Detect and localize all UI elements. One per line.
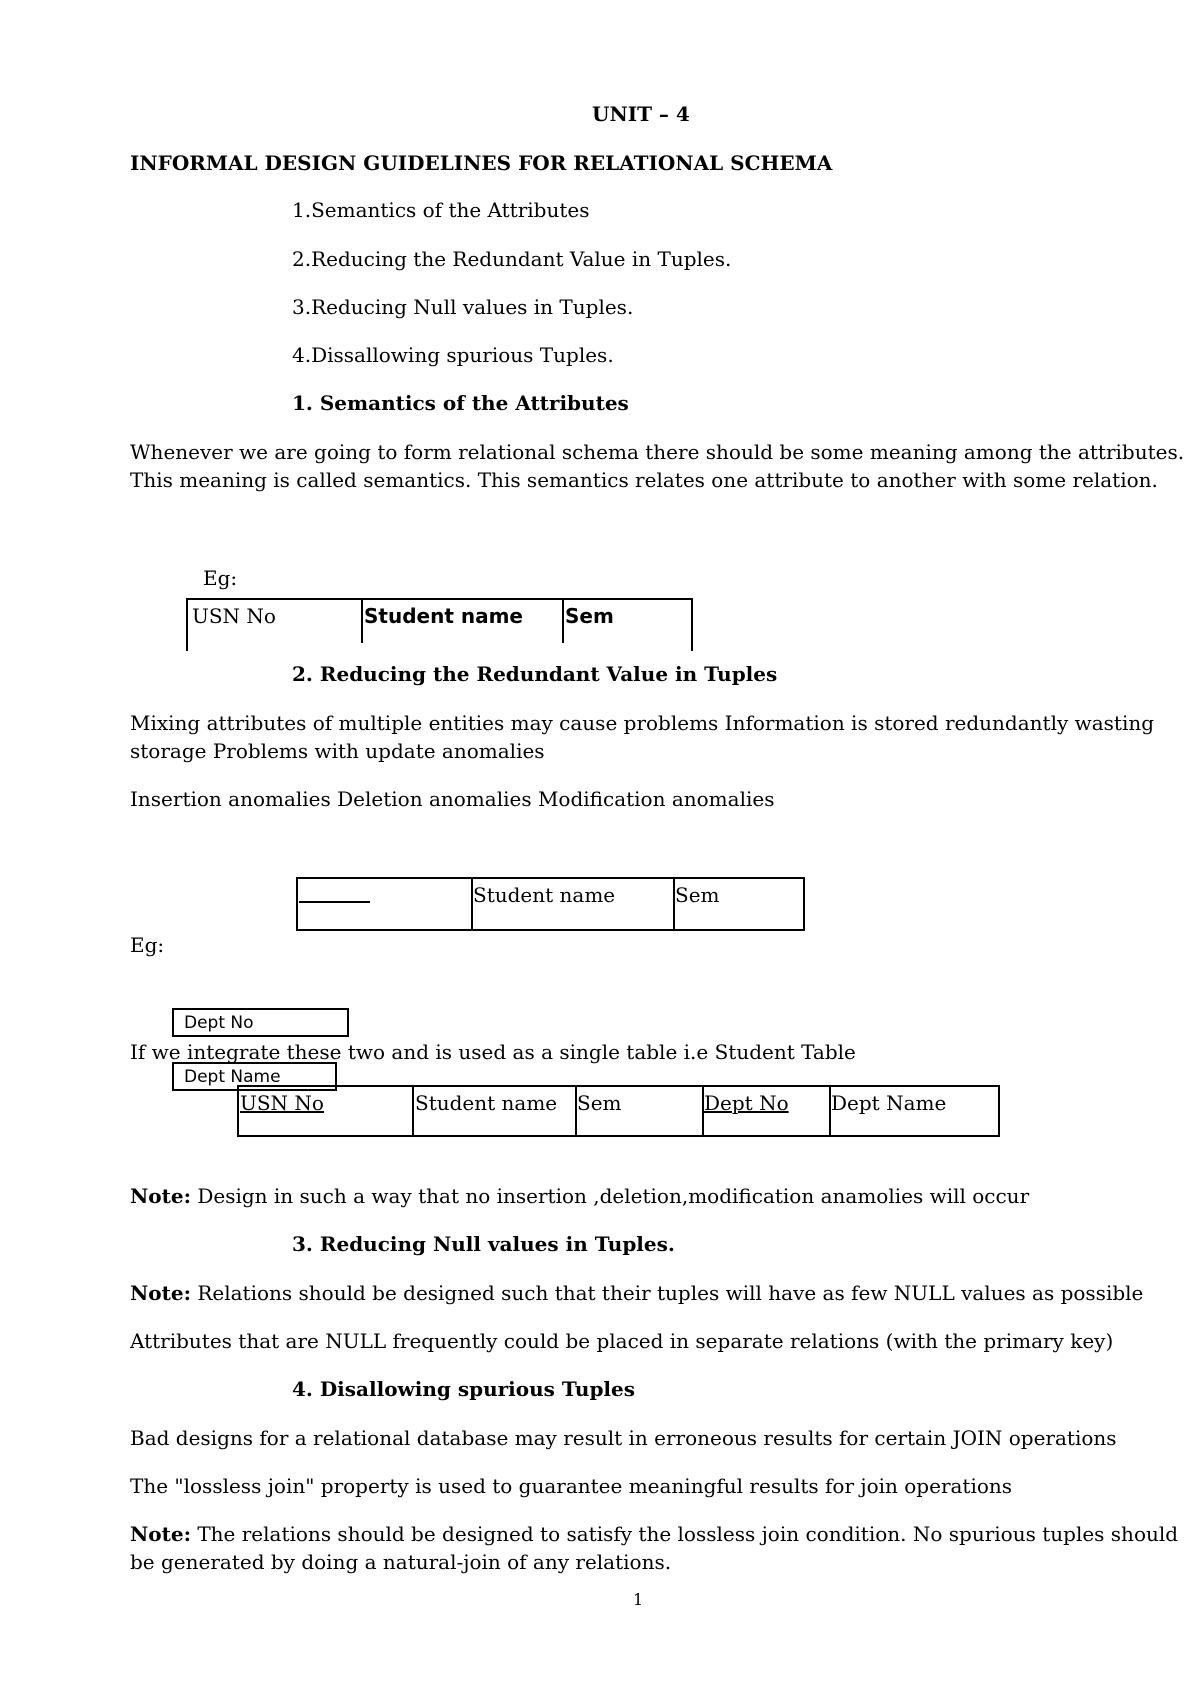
anomalies-text: Insertion anomalies Deletion anomalies Modification anomalies — [130, 787, 775, 811]
main-heading: INFORMAL DESIGN GUIDELINES FOR RELATIONAL SCHEMA — [130, 151, 833, 175]
section1-heading: 1. Semantics of the Attributes — [292, 391, 629, 415]
col-usn-no: USN No — [192, 604, 276, 628]
section2-para-line2: storage Problems with update anomalies — [130, 739, 545, 763]
note-text: The relations should be designed to satisfy the lossless join condition. No spurious tuples should — [190, 1522, 1179, 1546]
col-usn-no: USN No — [240, 1091, 324, 1115]
guideline-item-4: 4.Dissallowing spurious Tuples. — [292, 343, 614, 367]
section1-para-line1: Whenever we are going to form relational schema there should be some meaning among the attributes. — [130, 440, 1185, 464]
col-dept-name: Dept Name — [184, 1067, 281, 1087]
section4-note-line2: be generated by doing a natural-join of any relations. — [130, 1550, 672, 1574]
section3-heading: 3. Reducing Null values in Tuples. — [292, 1232, 675, 1256]
col-dept-name: Dept Name — [831, 1091, 947, 1115]
note-label: Note: — [130, 1281, 191, 1305]
section1-para-line2: This meaning is called semantics. This semantics relates one attribute to another with some relation. — [130, 468, 1158, 492]
integrate-text: If we integrate these two and is used as a single table i.e Student Table — [130, 1040, 856, 1064]
note-label: Note: — [130, 1522, 191, 1546]
note-text: Relations should be designed such that their tuples will have as few NULL values as possible — [190, 1281, 1144, 1305]
section3-para: Attributes that are NULL frequently could be placed in separate relations (with the primary key) — [130, 1329, 1114, 1353]
section1-eg-label: Eg: — [203, 566, 238, 590]
section2-heading: 2. Reducing the Redundant Value in Tuples — [292, 662, 778, 686]
section4-note-line1 — [130, 1521, 1178, 1548]
col-student-name: Student name — [364, 604, 523, 628]
guideline-item-1: 1.Semantics of the Attributes — [292, 198, 590, 222]
section2-eg-label: Eg: — [130, 933, 165, 957]
page-number: 1 — [633, 1590, 644, 1609]
note-text: Design in such a way that no insertion ,deletion,modification anamolies will occur — [190, 1184, 1030, 1208]
col-student-name: Student name — [415, 1091, 558, 1115]
dept-no-box — [172, 1008, 349, 1037]
guideline-item-3: 3.Reducing Null values in Tuples. — [292, 295, 634, 319]
section4-para2: The "lossless join" property is used to guarantee meaningful results for join operations — [130, 1474, 1013, 1498]
col-dept-no: Dept No — [704, 1091, 789, 1115]
col-sem: Sem — [675, 883, 720, 907]
section4-heading: 4. Disallowing spurious Tuples — [292, 1377, 636, 1401]
col-sem: Sem — [577, 1091, 622, 1115]
guideline-item-2: 2.Reducing the Redundant Value in Tuples. — [292, 247, 732, 271]
col-student-name: Student name — [473, 883, 616, 907]
col-dept-no: Dept No — [184, 1013, 254, 1033]
col-sem: Sem — [565, 604, 614, 628]
section2-para-line1: Mixing attributes of multiple entities may cause problems Information is stored redundantly wasting — [130, 711, 1155, 735]
section4-para1: Bad designs for a relational database may result in erroneous results for certain JOIN operations — [130, 1426, 1117, 1450]
note-label: Note: — [130, 1184, 191, 1208]
section3-note — [130, 1280, 1143, 1307]
unit-title: UNIT – 4 — [592, 102, 690, 126]
section2-note — [130, 1183, 1029, 1210]
